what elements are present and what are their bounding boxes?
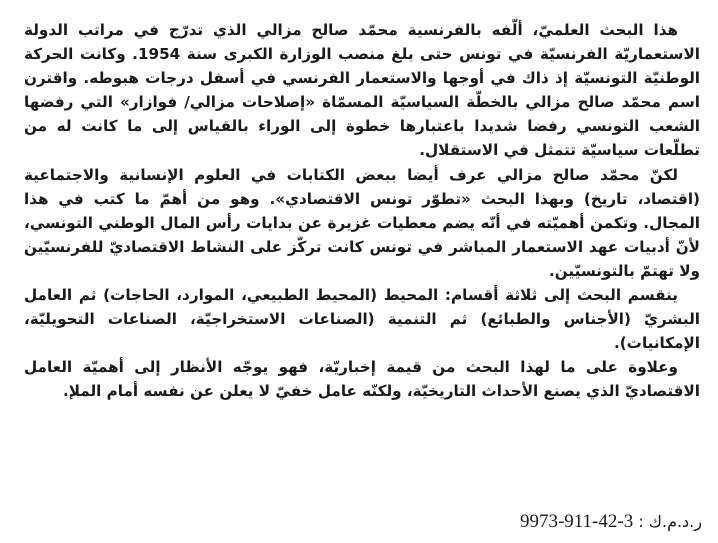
paragraph-conclusion: وعلاوة على ما لهذا البحث من قيمة إخباريّة، فهو يوجّه الأنظار إلى أهميّة العامل الاقتصاديّ الذي يصنع الأحداث التاريخيّة، ولكنّه عامل خفيّ لا يعلن عن نفسه أمام الملإ. — [24, 358, 700, 401]
isbn-label: ر.د.م.ك : — [638, 512, 702, 531]
book-description — [24, 18, 700, 404]
isbn-number: 9973-911-42-3 — [519, 511, 634, 532]
paragraph-economic-writings: لكنّ محمّد صالح مزالي عرف أيضا ببعض الكتابات في العلوم الإنسانية والاجتماعية (اقتصاد، تاريخ) وبهذا البحث «تطوّر تونس الاقتصادي». وهو من أهمّ ما كتب في هذا المجال. وتكمن أهميّته في أنّه يضم معطيات غزيرة عن بدايات رأس المال الوطني التونسي، لأنّ أدبيات عهد الاستعمار المباشر في تونس كانت تركّز على النشاط الاقتصاديّ للفرنسيّين ولا تهتمّ بالتونسيّين. — [24, 165, 700, 280]
isbn-line — [470, 512, 702, 532]
paragraph-introduction: هذا البحث العلميّ، ألّفه بالفرنسية محمّد صالح مزالي الذي تدرّج في مراتب الدولة الاستعماريّة الفرنسيّة في تونس حتى بلغ منصب الوزارة الكبرى سنة 1954. وكانت الحركة الوطنيّة التونسيّة إذ ذاك في أوجها والاستعمار الفرنسي في أسفل درجات هبوطه. واقترن اسم محمّد صالح مزالي بالخطّة السياسيّة المسمّاة «إصلاحات مزالي/ فوازار» التي رفضها الشعب التونسي رفضا شديدا باعتبارها خطوة إلى الوراء بالقياس إلى ما كانت له من تطلّعات سياسيّة تتمثل في الاستقلال. — [24, 21, 700, 160]
paragraph-structure: ينقسم البحث إلى ثلاثة أقسام: المحيط (المحيط الطبيعي، الموارد، الحاجات) ثم العامل البشريّ (الأجناس والطبائع) ثم التنمية (الصناعات الاستخراجيّة، الصناعات التحويليّة، الإمكانيات). — [24, 286, 700, 353]
